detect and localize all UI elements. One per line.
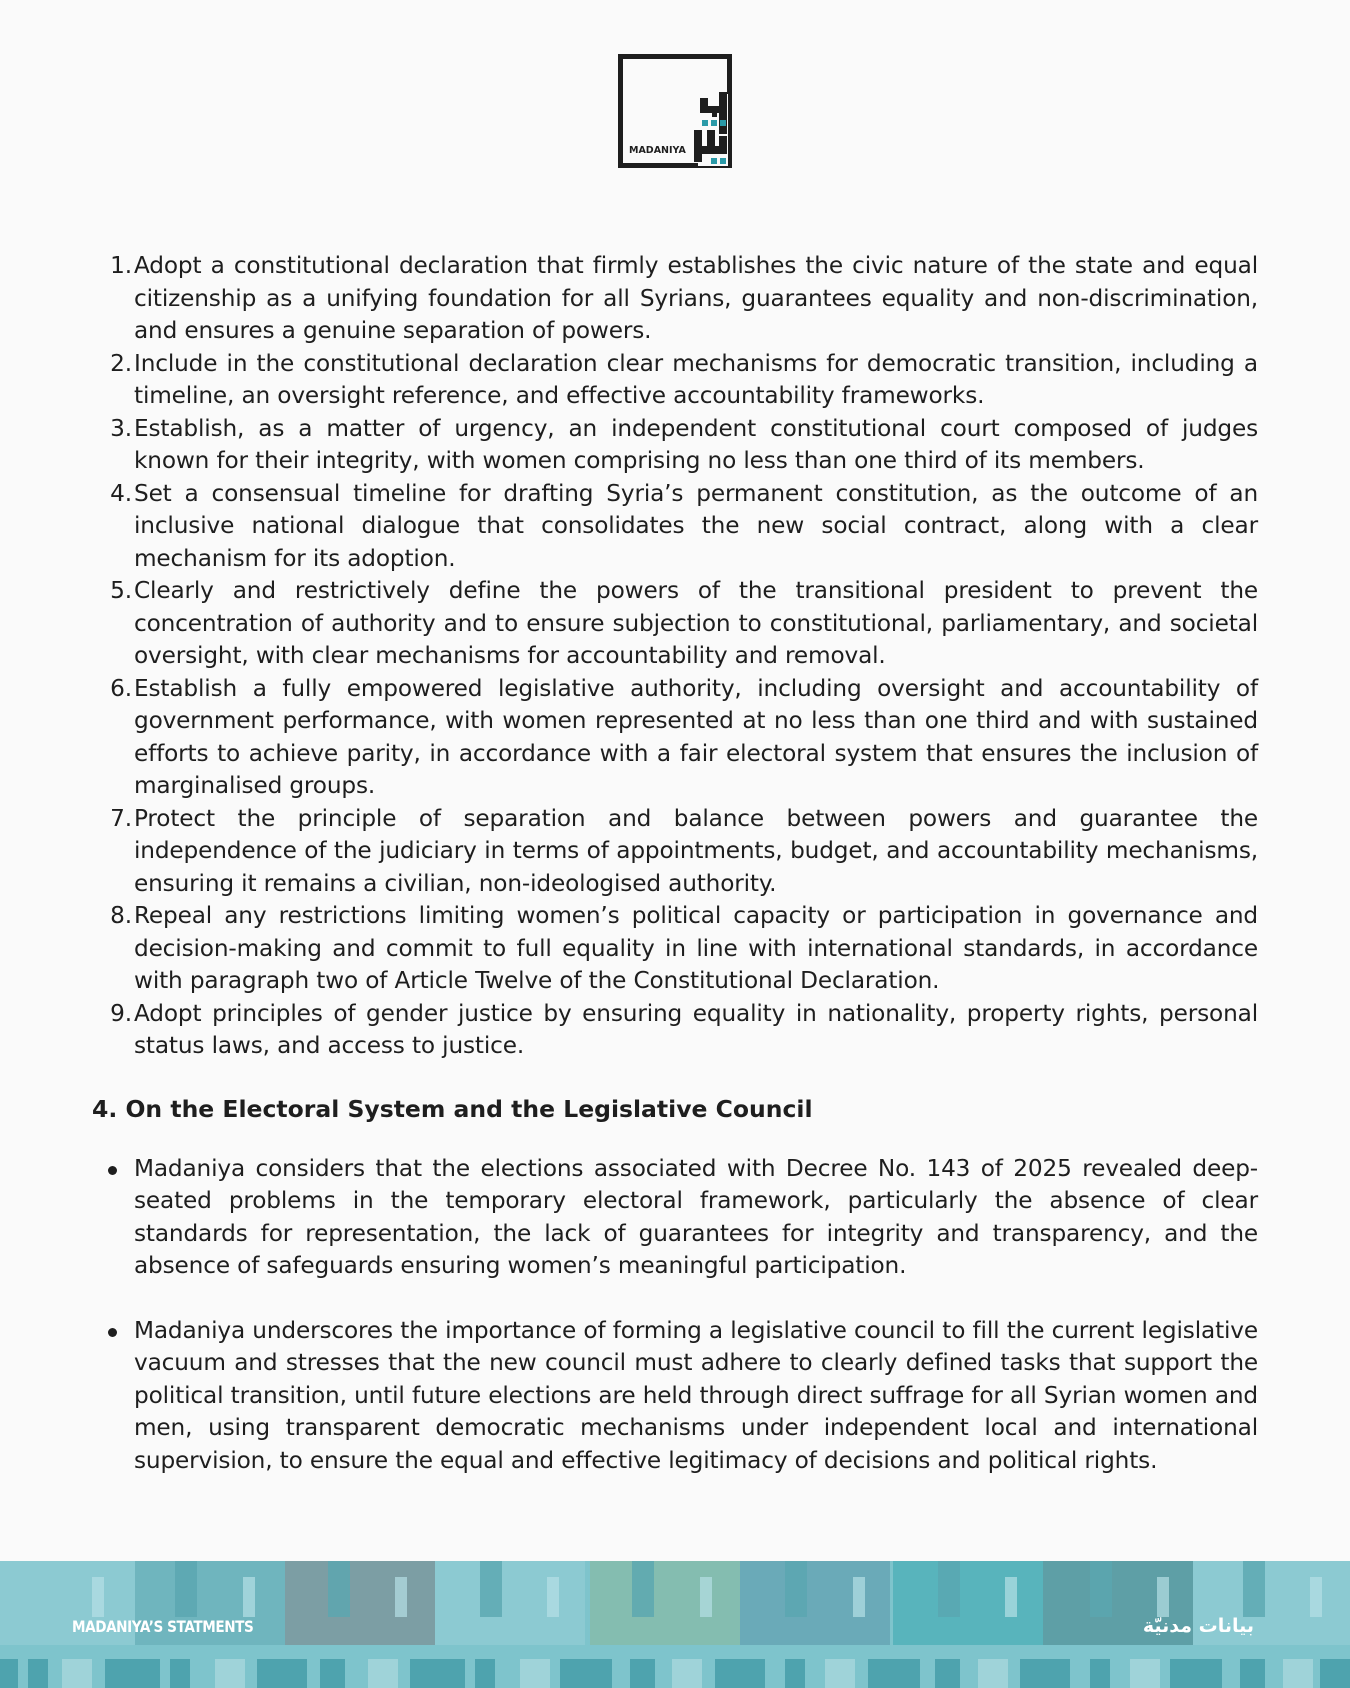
- bullet-item: [134, 1153, 1258, 1283]
- item-number: 1.: [110, 252, 132, 279]
- footer-arabic-label: بيانات مدنيّة: [1142, 1615, 1254, 1637]
- item-number: 6.: [110, 674, 132, 702]
- item-number: 3.: [110, 414, 132, 442]
- item-number: 9.: [110, 999, 132, 1027]
- list-item: [110, 998, 1258, 1063]
- recommendations-list: [92, 250, 1258, 1063]
- list-item: [110, 803, 1258, 901]
- item-text: Establish a fully empowered legislative authority, including oversight and accountability of government performance, with women represented at no less than one third and with sustained efforts to achieve parity, in accordance with a fair electoral system that ensures the inclusion of marginalised groups.: [134, 674, 1258, 799]
- bullet-icon: [108, 1328, 117, 1337]
- item-text: Repeal any restrictions limiting women’s political capacity or participation in governance and decision-making and commit to full equality in line with international standards, in accordance with paragraph two of Article Twelve of the Constitutional Declaration.: [134, 902, 1258, 994]
- item-number: 4.: [110, 479, 132, 507]
- item-text: Adopt a constitutional declaration that firmly establishes the civic nature of the state and equal citizenship as a unifying foundation for all Syrians, guarantees equality and non-discrimination, and ensures a genuine separation of powers.: [134, 252, 1258, 344]
- list-item: [110, 478, 1258, 576]
- item-text: Establish, as a matter of urgency, an independent constitutional court composed of judges known for their integrity, with women comprising no less than one third of its members.: [134, 414, 1258, 474]
- bullet-item: [134, 1315, 1258, 1478]
- item-number: 7.: [110, 804, 132, 832]
- list-item: [110, 575, 1258, 673]
- section-heading: 4. On the Electoral System and the Legislative Council: [92, 1094, 813, 1123]
- logo-text: MADANIYA: [629, 145, 686, 156]
- list-item: [110, 900, 1258, 998]
- bullet-icon: [108, 1166, 117, 1175]
- item-text: Protect the principle of separation and balance between powers and guarantee the independence of the judiciary in terms of appointments, budget, and accountability mechanisms, ensuring it remains a civilian, non-ideologised authority.: [134, 804, 1258, 897]
- statement-content: [92, 250, 1258, 1509]
- bullet-text: Madaniya underscores the importance of forming a legislative council to fill the current legislative vacuum and stresses that the new council must adhere to clearly defined tasks that support the political transition, until future elections are held through direct suffrage for all Syrian women and men, using transparent democratic mechanisms under independent local and international supervision, to ensure the equal and effective legitimacy of decisions and political rights.: [134, 1316, 1258, 1474]
- item-number: 2.: [110, 349, 132, 377]
- list-item: [110, 348, 1258, 413]
- item-number: 8.: [110, 902, 132, 929]
- madaniya-logo: [618, 54, 732, 168]
- bullet-text: Madaniya considers that the elections associated with Decree No. 143 of 2025 revealed deep-seated problems in the temporary electoral framework, particularly the absence of clear standards for representation, the lack of guarantees for integrity and transparency, and the absence of safeguards ensuring women’s meaningful participation.: [134, 1154, 1258, 1279]
- footer-statements-label: MADANIYA’S STATMENTS: [72, 1617, 254, 1636]
- item-number: 5.: [110, 577, 132, 604]
- item-text: Clearly and restrictively define the powers of the transitional president to prevent the concentration of authority and to ensure subjection to constitutional, parliamentary, and societal oversight, with clear mechanisms for accountability and removal.: [134, 577, 1258, 669]
- item-text: Adopt principles of gender justice by ensuring equality in nationality, property rights, personal status laws, and access to justice.: [134, 999, 1258, 1059]
- list-item: [110, 250, 1258, 348]
- list-item: [110, 673, 1258, 803]
- item-text: Set a consensual timeline for drafting Syria’s permanent constitution, as the outcome of an inclusive national dialogue that consolidates the new social contract, along with a clear mechanism for its adoption.: [134, 479, 1258, 572]
- item-text: Include in the constitutional declaration clear mechanisms for democratic transition, including a timeline, an oversight reference, and effective accountability frameworks.: [134, 349, 1258, 409]
- list-item: [110, 413, 1258, 478]
- bullet-list: [92, 1153, 1258, 1478]
